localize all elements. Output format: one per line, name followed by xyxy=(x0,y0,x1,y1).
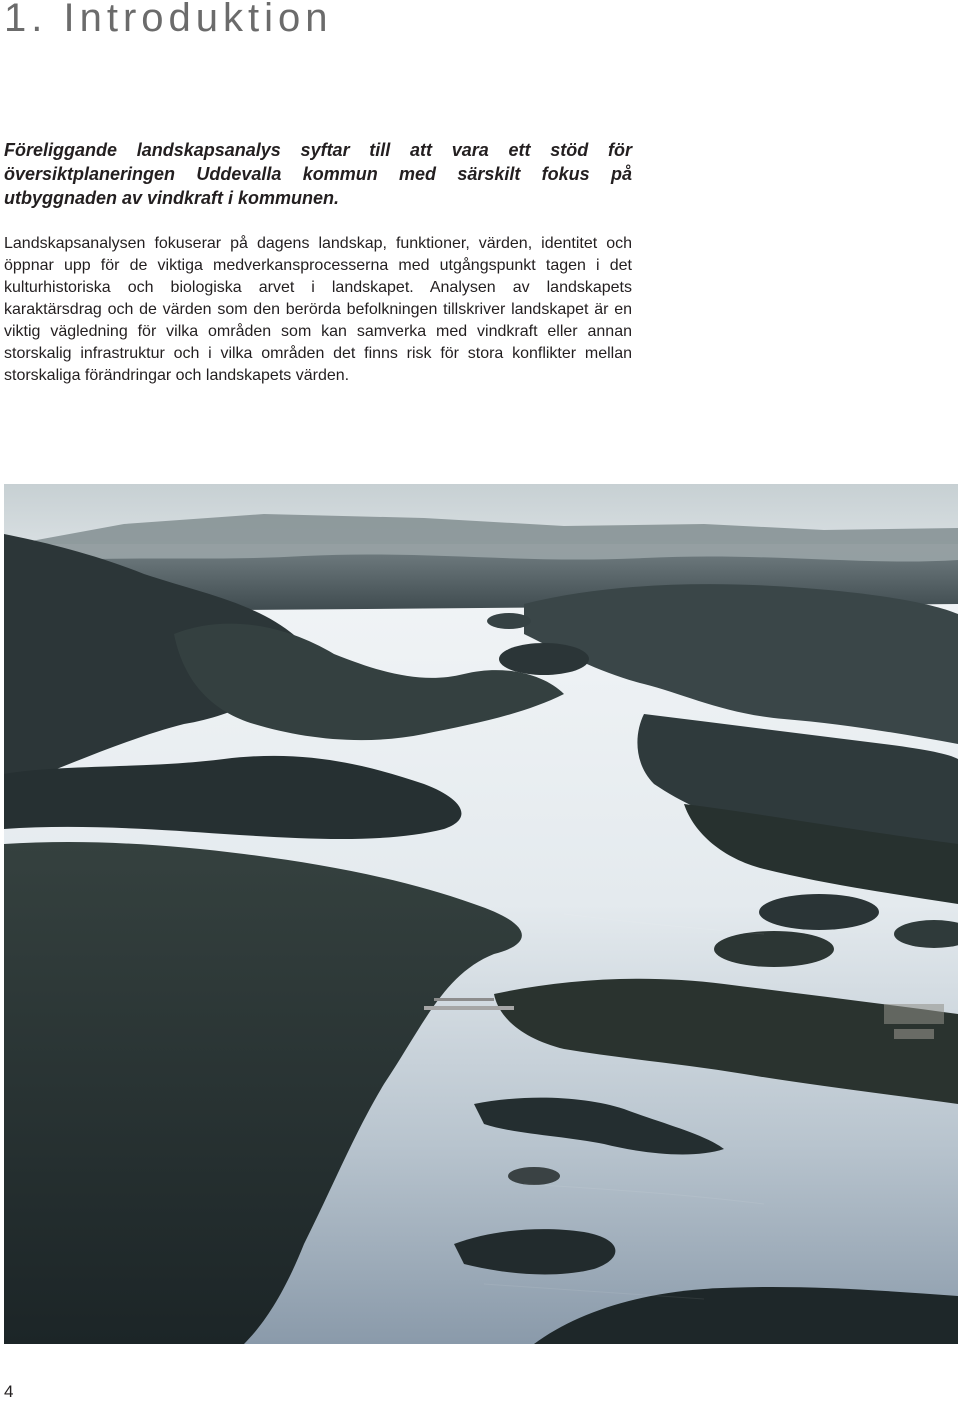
aerial-archipelago-photo xyxy=(4,484,958,1344)
page-number: 4 xyxy=(4,1382,14,1401)
body-paragraph: Landskapsanalysen fokuserar på dagens landskap, funktioner, värden, identitet och öppnar upp för de viktiga medverkansprocesserna med utgångspunkt tagen i det kulturhistoriska och biologiska arvet i landskapet. Analysen av landskapets karaktärsdrag och de värden som den berörda befolkningen tillskriver landskapet är en viktig vägledning för vilka områden som kan samverka med vindkraft eller annan storskalig infrastruktur och i vilka områden det finns risk för stora konflikter mellan storskaliga förändringar och landskapets värden. xyxy=(4,235,632,384)
lead-paragraph: Föreliggande landskapsanalys syftar till att vara ett stöd för översiktplaneringen Uddevalla kommun med särskilt fokus på utbyggnaden av vindkraft i kommunen. xyxy=(4,140,632,208)
chapter-heading: 1. Introduktion xyxy=(4,0,333,40)
